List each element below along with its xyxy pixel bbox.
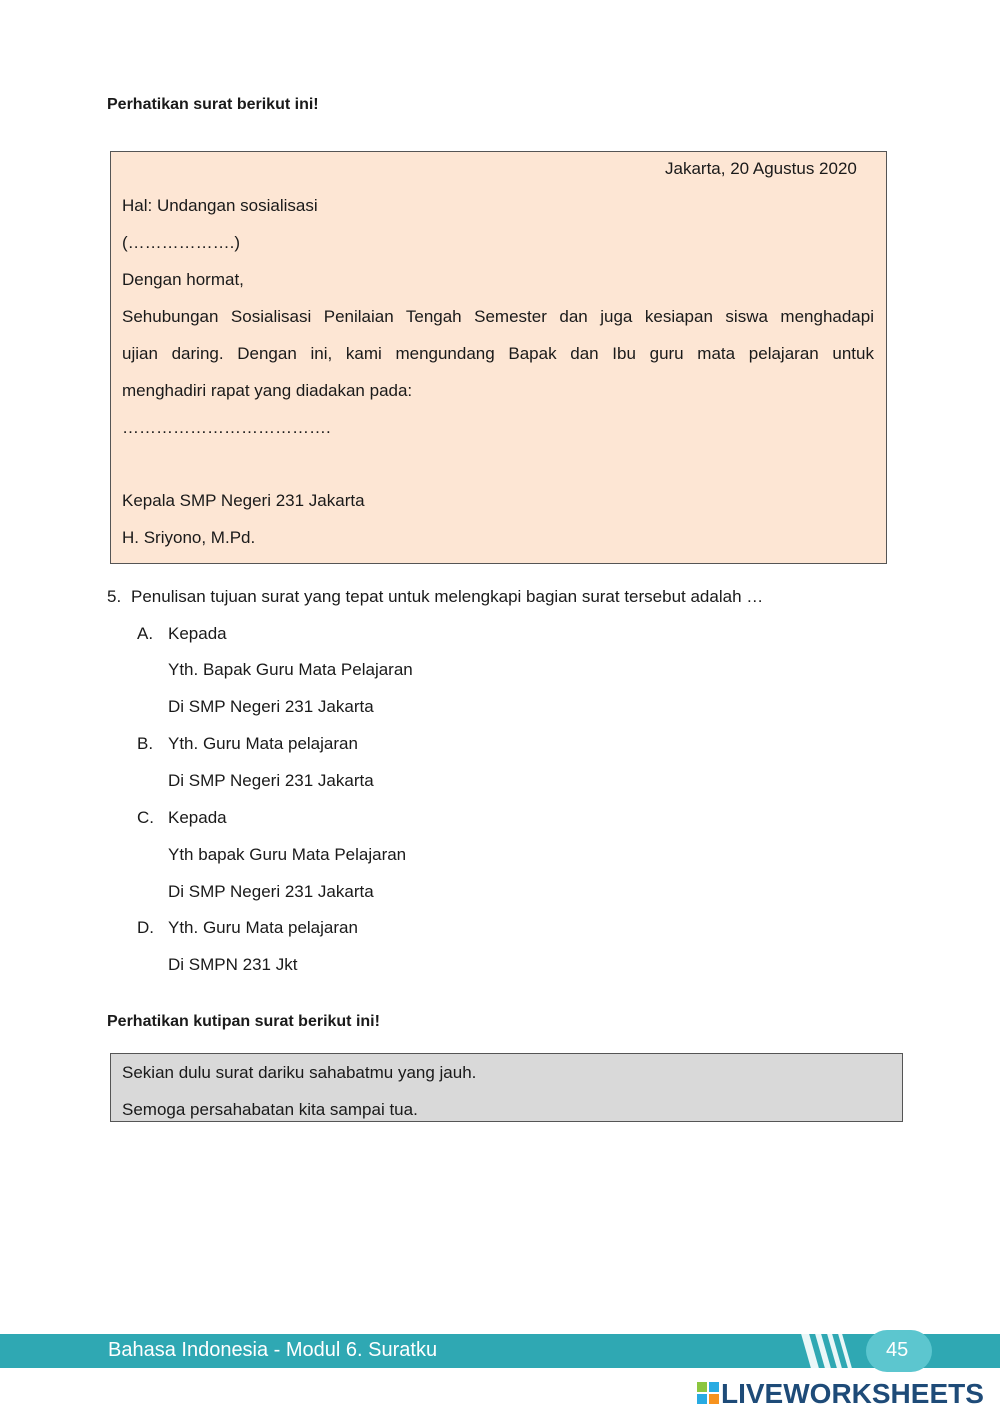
letter-signer-name: H. Sriyono, M.Pd.	[122, 528, 256, 547]
letter-body-line: Sehubungan Sosialisasi Penilaian Tengah Semester dan juga kesiapan siswa menghadapi	[122, 307, 874, 326]
liveworksheets-logo-icon	[697, 1382, 719, 1404]
option-c-line: Di SMP Negeri 231 Jakarta	[168, 882, 374, 901]
question-number: 5.	[107, 587, 122, 606]
quote-heading: Perhatikan kutipan surat berikut ini!	[107, 1013, 380, 1030]
option-c-line: Kepada	[168, 808, 227, 827]
letter-subject: Hal: Undangan sosialisasi	[122, 196, 318, 215]
option-label-c: C.	[137, 808, 154, 827]
option-c-line: Yth bapak Guru Mata Pelajaran	[168, 845, 407, 864]
quote-line: Semoga persahabatan kita sampai tua.	[122, 1100, 418, 1119]
option-label-b: B.	[137, 734, 154, 753]
letter-date: Jakarta, 20 Agustus 2020	[665, 159, 857, 178]
letter-recipient-blank: (……………….)	[122, 233, 241, 252]
footer-title: Bahasa Indonesia - Modul 6. Suratku	[108, 1339, 438, 1361]
letter-greeting: Dengan hormat,	[122, 270, 244, 289]
letter-body-line: menghadiri rapat yang diadakan pada:	[122, 381, 413, 400]
option-d-line: Di SMPN 231 Jkt	[168, 955, 298, 974]
letter-signer-title: Kepala SMP Negeri 231 Jakarta	[122, 491, 365, 510]
quote-box	[110, 1053, 903, 1122]
option-a-line: Yth. Bapak Guru Mata Pelajaran	[168, 660, 413, 679]
question-text: Penulisan tujuan surat yang tepat untuk melengkapi bagian surat tersebut adalah …	[131, 587, 764, 606]
brand-name: LIVEWORKSHEETS	[721, 1378, 984, 1409]
option-label-a: A.	[137, 624, 154, 643]
letter-body-line: ujian daring. Dengan ini, kami mengundang Bapak dan Ibu guru mata pelajaran untuk	[122, 344, 874, 363]
instruction-heading: Perhatikan surat berikut ini!	[107, 96, 319, 113]
option-a-line: Kepada	[168, 624, 227, 643]
option-label-d: D.	[137, 918, 154, 937]
quote-line: Sekian dulu surat dariku sahabatmu yang jauh.	[122, 1063, 477, 1082]
option-b-line: Di SMP Negeri 231 Jakarta	[168, 771, 374, 790]
option-a-line: Di SMP Negeri 231 Jakarta	[168, 697, 374, 716]
letter-detail-blank: ……………………………….	[122, 418, 331, 437]
page-number: 45	[886, 1339, 909, 1361]
option-d-line: Yth. Guru Mata pelajaran	[168, 918, 358, 937]
option-b-line: Yth. Guru Mata pelajaran	[168, 734, 358, 753]
